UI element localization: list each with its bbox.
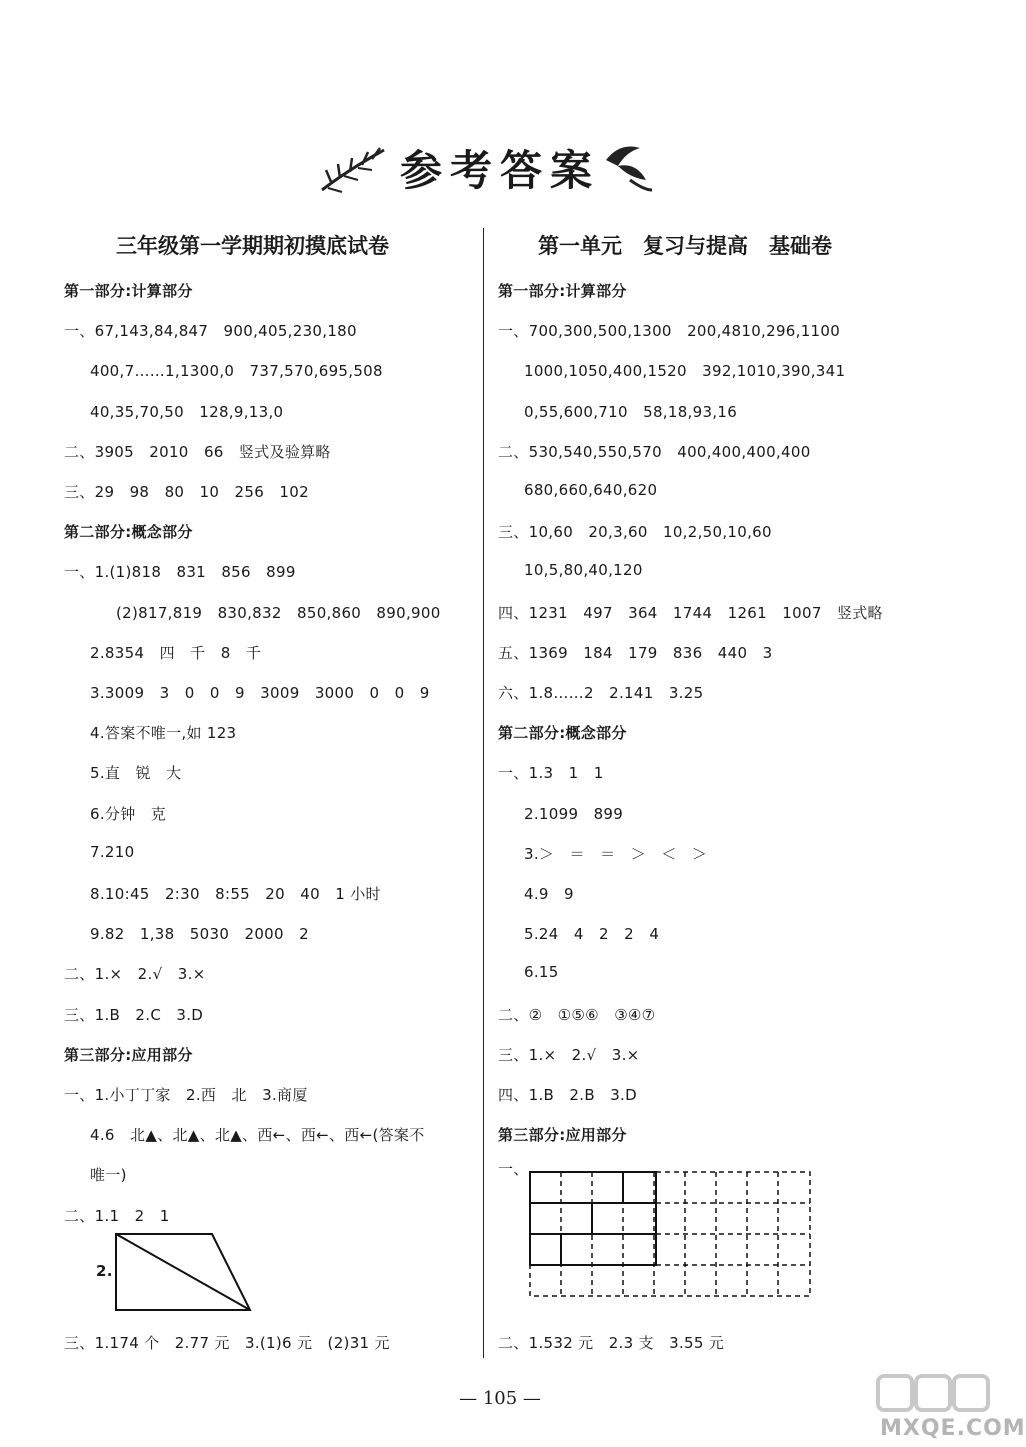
- section-heading: 第三部分:应用部分: [498, 1126, 627, 1145]
- parallelogram-label: 2.: [96, 1262, 113, 1280]
- answer-line: 一、1.3 1 1: [498, 764, 604, 783]
- answer-line: 5.24 4 2 2 4: [524, 925, 660, 944]
- watermark-text: MXQE.COM: [880, 1416, 1026, 1441]
- section-heading: 第一部分:计算部分: [498, 282, 627, 300]
- answer-line: 2.8354 四 千 8 千: [90, 643, 262, 662]
- answer-line: 三、1.B 2.C 3.D: [64, 1005, 204, 1024]
- answer-line: 5.直 锐 大: [90, 764, 182, 783]
- answer-line: 一、67,143,84,847 900,405,230,180: [64, 322, 357, 341]
- answer-line: 四、1.B 2.B 3.D: [498, 1086, 637, 1104]
- answer-line: 三、10,60 20,3,60 10,2,50,10,60: [498, 523, 772, 542]
- answer-line: 二、1.1 2 1: [64, 1206, 170, 1225]
- answer-line: 一、1.小丁丁家 2.西 北 3.商厦: [64, 1086, 308, 1104]
- answer-line: 3.＞ ＝ ＝ ＞ ＜ ＞: [524, 844, 708, 863]
- answer-line: 0,55,600,710 58,18,93,16: [524, 402, 738, 421]
- answer-line: 4.9 9: [524, 885, 574, 903]
- section-heading: 第三部分:应用部分: [64, 1045, 193, 1064]
- answer-line: 10,5,80,40,120: [524, 561, 643, 580]
- page-title: 参考答案: [399, 146, 600, 195]
- answer-line: 五、1369 184 179 836 440 3: [498, 643, 773, 662]
- answer-line: 四、1231 497 364 1744 1261 1007 竖式略: [498, 603, 883, 622]
- answer-line: 二、② ①⑤⑥ ③④⑦: [498, 1005, 656, 1024]
- grid-question-label: 一、: [498, 1160, 529, 1178]
- answer-line: 8.10:45 2:30 8:55 20 40 1 小时: [90, 885, 381, 903]
- right-section-title: 第一单元 复习与提高 基础卷: [538, 234, 832, 258]
- answer-line: 4.6 北▲、北▲、北▲、西←、西←、西←(答案不: [90, 1126, 425, 1145]
- column-divider: [483, 228, 484, 1358]
- answer-line: 2.1099 899: [524, 804, 624, 823]
- dotted-grid-figure: [528, 1170, 814, 1300]
- leaf-decoration-right: [600, 140, 660, 196]
- answer-line: 7.210: [90, 842, 135, 861]
- answer-line: 4.答案不唯一,如 123: [90, 724, 237, 743]
- answer-line: 一、1.(1)818 831 856 899: [64, 563, 296, 582]
- section-heading: 第二部分:概念部分: [498, 724, 627, 743]
- answer-line: 唯一): [90, 1166, 127, 1185]
- answer-line: 二、530,540,550,570 400,400,400,400: [498, 442, 811, 461]
- answer-line: 1000,1050,400,1520 392,1010,390,341: [524, 362, 846, 381]
- trapezoid-figure: [112, 1232, 254, 1312]
- answer-line: 400,7……1,1300,0 737,570,695,508: [90, 362, 383, 381]
- left-section-title: 三年级第一学期期初摸底试卷: [116, 234, 389, 258]
- answer-line: 3.3009 3 0 0 9 3009 3000 0 0 9: [90, 684, 430, 702]
- answer-line: 40,35,70,50 128,9,13,0: [90, 402, 284, 421]
- page-number: — 105 —: [459, 1388, 541, 1409]
- section-heading: 第一部分:计算部分: [64, 282, 193, 300]
- section-heading: 第二部分:概念部分: [64, 523, 193, 542]
- answer-line: 680,660,640,620: [524, 481, 658, 499]
- right-last-line: 二、1.532 元 2.3 支 3.55 元: [498, 1334, 725, 1352]
- answer-line: 二、1.× 2.√ 3.×: [64, 965, 206, 984]
- answer-line: 9.82 1,38 5030 2000 2: [90, 925, 309, 944]
- answer-line: (2)817,819 830,832 850,860 890,900: [116, 603, 441, 622]
- left-last-line: 三、1.174 个 2.77 元 3.(1)6 元 (2)31 元: [64, 1334, 390, 1352]
- answer-line: 二、3905 2010 66 竖式及验算略: [64, 442, 331, 461]
- answer-line: 三、1.× 2.√ 3.×: [498, 1045, 640, 1064]
- answer-line: 6.分钟 克: [90, 804, 167, 823]
- answer-line: 一、700,300,500,1300 200,4810,296,1100: [498, 322, 841, 341]
- answer-line: 六、1.8……2 2.141 3.25: [498, 684, 704, 702]
- answer-line: 6.15: [524, 963, 559, 982]
- answer-line: 三、29 98 80 10 256 102: [64, 483, 309, 501]
